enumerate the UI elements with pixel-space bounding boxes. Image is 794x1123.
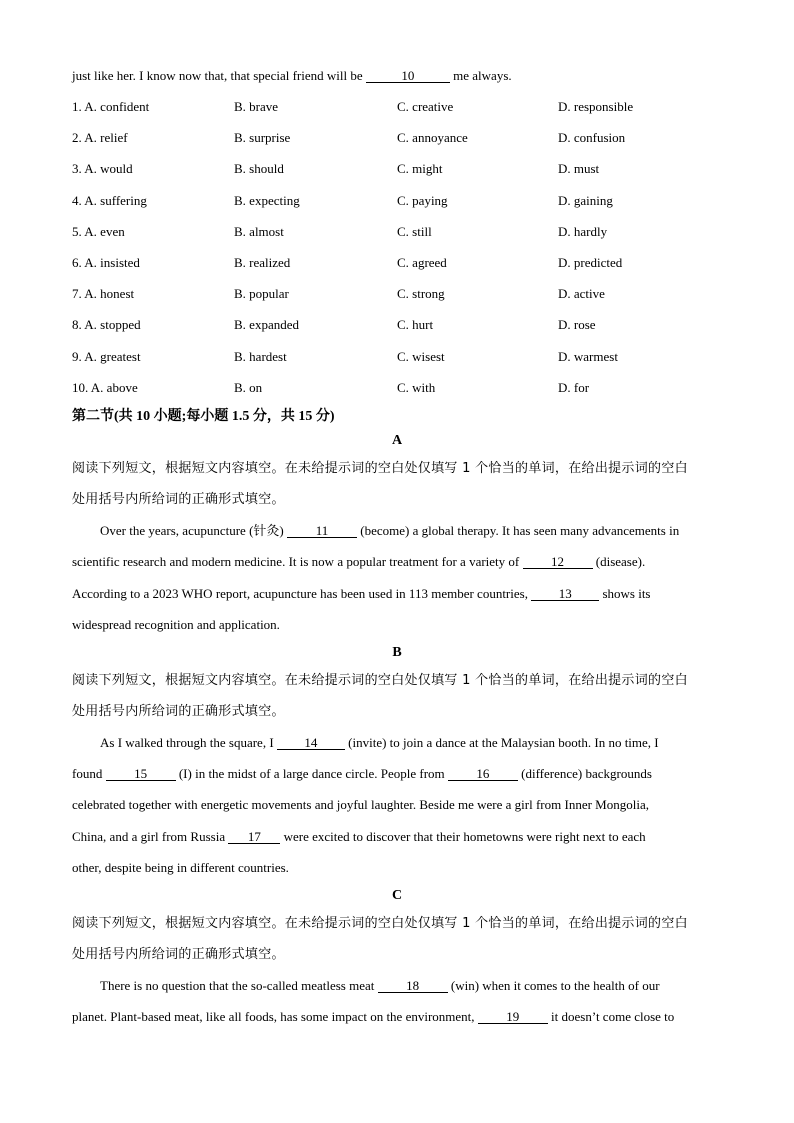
text: planet. Plant-based meat, like all foods, has some impact on the environment, [72, 1009, 475, 1024]
question-3-option-d [558, 161, 599, 177]
question-3-option-c [397, 161, 443, 177]
option-d: gaining [573, 193, 613, 208]
question-5-option-d [558, 224, 607, 240]
option-letter: B. [234, 349, 246, 364]
question-8-option-d [558, 317, 596, 333]
text: were excited to discover that their hometowns were right next to each [283, 829, 646, 844]
text: There is no question that the so-called meatless meat [100, 978, 375, 993]
question-4-option-c [397, 193, 448, 209]
option-b: should [249, 161, 284, 176]
blank-10: 10 [366, 69, 450, 83]
option-c: with [412, 380, 436, 395]
question-9-option-b [234, 349, 287, 365]
question-number: 2. A. [72, 130, 97, 145]
option-c: might [412, 161, 443, 176]
question-6-option-b [234, 255, 290, 271]
question-9-option-c [397, 349, 445, 365]
passage-a-line4: widespread recognition and application. [72, 617, 280, 632]
question-number: 10. A. [72, 380, 104, 395]
option-letter: B. [234, 255, 246, 270]
passage-b-line4 [72, 829, 646, 845]
option-letter: B. [234, 286, 246, 301]
option-letter: C. [397, 380, 409, 395]
option-c: still [412, 224, 432, 239]
option-d: rose [573, 317, 596, 332]
option-letter: D. [558, 317, 571, 332]
question-1-option-a [72, 99, 149, 115]
option-letter: C. [397, 286, 409, 301]
text: According to a 2023 WHO report, acupuncture has been used in 113 member countries, [72, 586, 528, 601]
option-d: hardly [573, 224, 608, 239]
option-letter: D. [558, 193, 571, 208]
option-d: must [573, 161, 600, 176]
text: (I) in the midst of a large dance circle. People from [178, 766, 445, 781]
option-letter: C. [397, 130, 409, 145]
option-letter: C. [397, 161, 409, 176]
intro-line [72, 68, 512, 84]
option-c: paying [412, 193, 448, 208]
blank-12: 12 [523, 555, 593, 569]
option-a: greatest [100, 349, 141, 364]
passage-c-line1 [100, 978, 660, 994]
text: (disease). [595, 554, 646, 569]
question-number: 1. A. [72, 99, 97, 114]
option-letter: D. [558, 255, 571, 270]
question-2-option-a [72, 130, 128, 146]
passage-b-line3: celebrated together with energetic movements and joyful laughter. Beside me were a girl from Inner Mongolia, [72, 797, 649, 812]
instruction-c-line2: 处用括号内所给词的正确形式填空。 [72, 947, 285, 962]
question-2-option-c [397, 130, 468, 146]
question-number: 5. A. [72, 224, 97, 239]
option-letter: B. [234, 224, 246, 239]
option-letter: C. [397, 224, 409, 239]
question-3-option-b [234, 161, 284, 177]
option-letter: B. [234, 317, 246, 332]
question-number: 6. A. [72, 255, 97, 270]
text: (invite) to join a dance at the Malaysian booth. In no time, I [348, 735, 659, 750]
passage-a-line3 [72, 586, 651, 602]
option-c: agreed [412, 255, 447, 270]
text: As I walked through the square, I [100, 735, 274, 750]
intro-text-end: me always. [453, 68, 512, 83]
text: (become) a global therapy. It has seen many advancements in [360, 523, 680, 538]
option-c: strong [412, 286, 445, 301]
option-c: creative [412, 99, 454, 114]
instruction-b-line1: 阅读下列短文，根据短文内容填空。在未给提示词的空白处仅填写 1 个恰当的单词，在给出提示词的空白 [72, 673, 688, 688]
blank-17: 17 [228, 830, 280, 844]
question-10-option-a [72, 380, 138, 396]
section2-title: 第二节(共 10 小题;每小题 1.5 分，共 15 分) [72, 409, 335, 424]
text: scientific research and modern medicine. It is now a popular treatment for a variety of [72, 554, 520, 569]
option-d: warmest [573, 349, 618, 364]
option-a: relief [100, 130, 128, 145]
question-7-option-b [234, 286, 289, 302]
passage-a-line2 [72, 554, 645, 570]
option-letter: D. [558, 130, 571, 145]
question-6-option-c [397, 255, 447, 271]
text: China, and a girl from Russia [72, 829, 226, 844]
text: found [72, 766, 103, 781]
question-4-option-a [72, 193, 147, 209]
option-letter: D. [558, 224, 571, 239]
option-letter: D. [558, 286, 571, 301]
option-b: popular [249, 286, 289, 301]
option-letter: C. [397, 255, 409, 270]
option-a: honest [100, 286, 135, 301]
question-9-option-d [558, 349, 618, 365]
blank-19: 19 [478, 1010, 548, 1024]
option-b: on [249, 380, 263, 395]
question-1-option-c [397, 99, 453, 115]
text: it doesn’t come close to [551, 1009, 675, 1024]
question-5-option-b [234, 224, 284, 240]
option-a: suffering [100, 193, 147, 208]
blank-18: 18 [378, 979, 448, 993]
option-letter: D. [558, 380, 571, 395]
option-b: almost [249, 224, 284, 239]
question-8-option-b [234, 317, 299, 333]
question-4-option-d [558, 193, 613, 209]
question-3-option-a [72, 161, 133, 177]
question-4-option-b [234, 193, 300, 209]
option-letter: B. [234, 130, 246, 145]
text: Over the years, acupuncture (针灸) [100, 523, 284, 538]
question-7-option-c [397, 286, 445, 302]
option-a: even [100, 224, 125, 239]
question-10-option-c [397, 380, 435, 396]
option-b: expanded [249, 317, 299, 332]
option-b: realized [249, 255, 291, 270]
blank-16: 16 [448, 767, 518, 781]
question-1-option-d [558, 99, 633, 115]
passage-b-line5: other, despite being in different countries. [72, 860, 289, 875]
option-letter: C. [397, 317, 409, 332]
option-c: wisest [412, 349, 445, 364]
option-b: expecting [249, 193, 300, 208]
option-a: would [100, 161, 133, 176]
option-d: active [573, 286, 605, 301]
blank-15: 15 [106, 767, 176, 781]
text: (difference) backgrounds [521, 766, 652, 781]
option-letter: D. [558, 349, 571, 364]
option-letter: D. [558, 161, 571, 176]
passage-b-line2 [72, 766, 652, 782]
instruction-c-line1: 阅读下列短文，根据短文内容填空。在未给提示词的空白处仅填写 1 个恰当的单词，在给出提示词的空白 [72, 916, 688, 931]
question-6-option-d [558, 255, 622, 271]
question-number: 9. A. [72, 349, 97, 364]
question-9-option-a [72, 349, 141, 365]
instruction-a-line2: 处用括号内所给词的正确形式填空。 [72, 492, 285, 507]
option-letter: C. [397, 349, 409, 364]
option-d: responsible [573, 99, 634, 114]
passage-b-line1 [100, 735, 659, 751]
passage-a-line1 [100, 523, 679, 539]
option-c: annoyance [412, 130, 468, 145]
question-7-option-a [72, 286, 134, 302]
option-d: confusion [573, 130, 626, 145]
question-2-option-d [558, 130, 625, 146]
option-b: hardest [249, 349, 287, 364]
question-number: 3. A. [72, 161, 97, 176]
option-letter: C. [397, 193, 409, 208]
passage-c-line2 [72, 1009, 674, 1025]
blank-14: 14 [277, 736, 345, 750]
question-number: 7. A. [72, 286, 97, 301]
question-7-option-d [558, 286, 605, 302]
option-a: confident [100, 99, 150, 114]
blank-13: 13 [531, 587, 599, 601]
option-d: for [573, 380, 590, 395]
question-10-option-b [234, 380, 262, 396]
option-letter: B. [234, 161, 246, 176]
question-10-option-d [558, 380, 589, 396]
option-d: predicted [573, 255, 623, 270]
option-b: brave [249, 99, 279, 114]
question-5-option-a [72, 224, 125, 240]
passage-c-heading: C [391, 888, 403, 903]
question-number: 4. A. [72, 193, 97, 208]
option-b: surprise [249, 130, 291, 145]
option-a: above [106, 380, 138, 395]
option-a: stopped [100, 317, 141, 332]
option-letter: B. [234, 380, 246, 395]
text: (win) when it comes to the health of our [450, 978, 660, 993]
option-letter: C. [397, 99, 409, 114]
option-letter: B. [234, 193, 246, 208]
option-letter: B. [234, 99, 246, 114]
text: shows its [602, 586, 651, 601]
question-1-option-b [234, 99, 278, 115]
option-c: hurt [412, 317, 434, 332]
option-a: insisted [100, 255, 140, 270]
passage-b-heading: B [392, 645, 402, 660]
instruction-a-line1: 阅读下列短文，根据短文内容填空。在未给提示词的空白处仅填写 1 个恰当的单词，在给出提示词的空白 [72, 461, 688, 476]
question-5-option-c [397, 224, 432, 240]
question-8-option-c [397, 317, 433, 333]
question-number: 8. A. [72, 317, 97, 332]
question-8-option-a [72, 317, 141, 333]
passage-a-heading: A [391, 433, 403, 448]
question-2-option-b [234, 130, 290, 146]
question-6-option-a [72, 255, 140, 271]
option-letter: D. [558, 99, 571, 114]
instruction-b-line2: 处用括号内所给词的正确形式填空。 [72, 704, 285, 719]
blank-11: 11 [287, 524, 357, 538]
intro-text: just like her. I know now that, that special friend will be [72, 68, 363, 83]
